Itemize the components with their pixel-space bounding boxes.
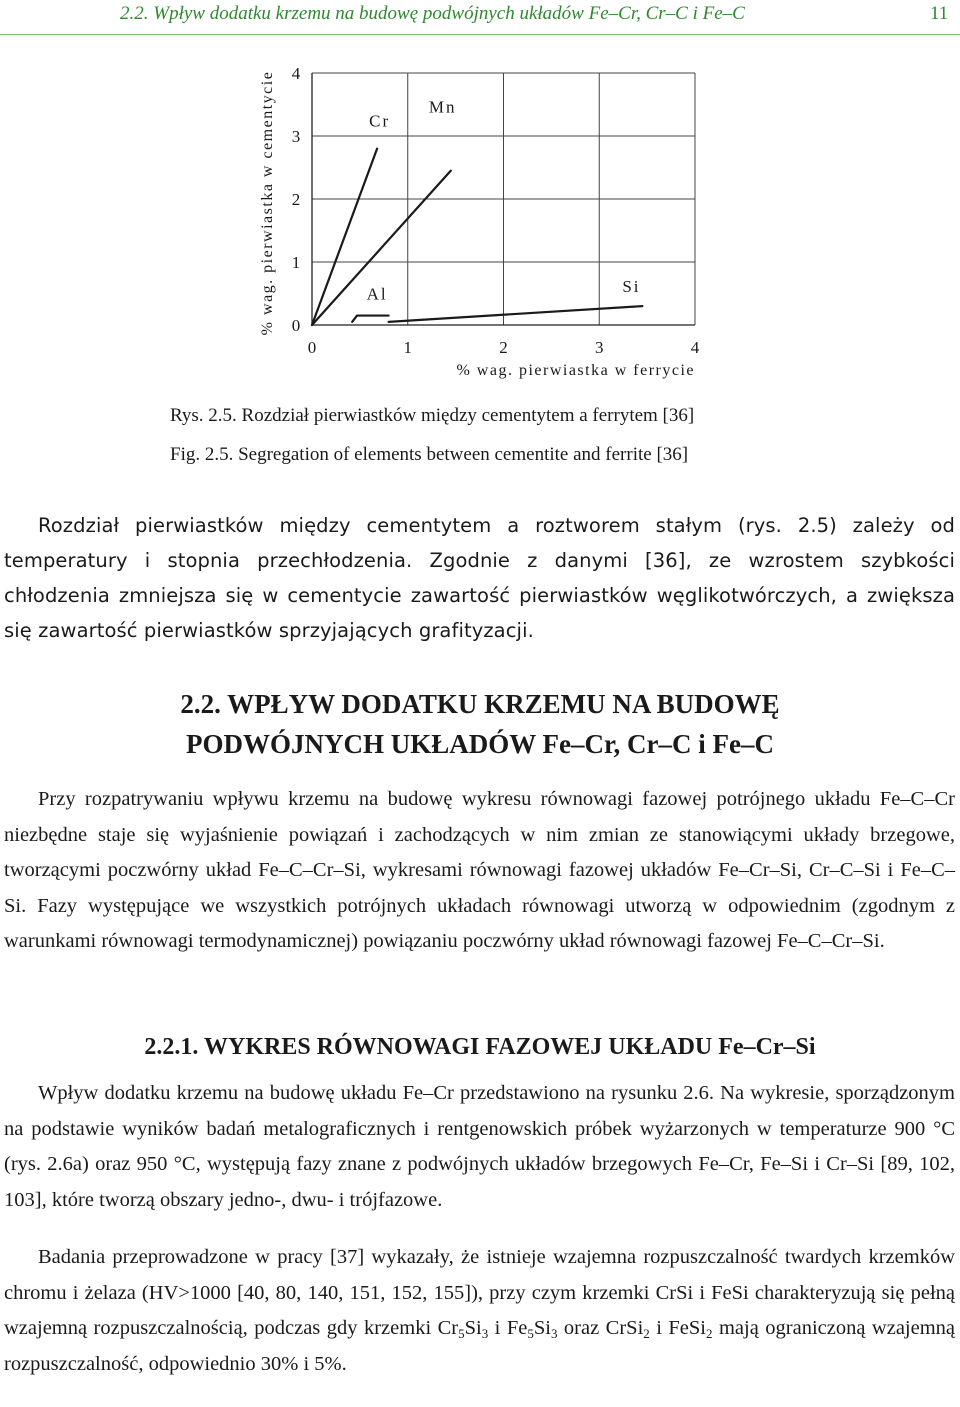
- x-tick-label: 1: [403, 338, 412, 357]
- paragraph-segregation-text: Rozdział pierwiastków między cementytem a roztworem stałym (rys. 2.5) zależy od temperatury i stopnia przechłodzenia. Zgodnie z danymi [36], ze wzrostem szybkości chłodzenia zmniejsza się w cementycie zawartość pierwiastków węglikotwórczych, a zwiększa się zawartość pierwiastków sprzyjających grafityzacji.: [4, 514, 955, 642]
- silicides-text-4: Si: [533, 1317, 551, 1339]
- y-tick-label: 2: [291, 190, 301, 209]
- subscript: 5: [458, 1326, 465, 1341]
- x-tick-label: 4: [690, 338, 700, 357]
- silicides-text-7: mają ograniczoną wzajemną rozpuszczalność, odpowiednio 30% i 5%.: [4, 1317, 956, 1375]
- header-rule: [0, 34, 960, 35]
- x-tick-label: 0: [307, 338, 317, 357]
- subscript: 3: [481, 1326, 489, 1341]
- series-line-si: [389, 306, 643, 322]
- section-heading-2-2-line1: 2.2. WPŁYW DODATKU KRZEMU NA BUDOWĘ: [180, 689, 780, 719]
- x-axis-label: % wag. pierwiastka w ferrycie: [456, 362, 695, 379]
- paragraph-silicon-influence: [4, 782, 955, 960]
- y-tick-label: 3: [291, 127, 301, 146]
- figure-caption-pl: Rys. 2.5. Rozdział pierwiastków między cementytem a ferrytem [36]: [170, 405, 695, 426]
- x-tick-label: 3: [595, 338, 604, 357]
- y-tick-label: 4: [291, 64, 301, 83]
- subscript: 3: [550, 1326, 558, 1341]
- section-heading-2-2-line2: PODWÓJNYCH UKŁADÓW Fe–Cr, Cr–C i Fe–C: [186, 729, 774, 759]
- silicides-text-5: oraz CrSi: [557, 1317, 644, 1339]
- paragraph-fe-cr-si-diagram-text: Wpływ dodatku krzemu na budowę układu Fe–Cr przedstawiono na rysunku 2.6. Na wykresie, sporządzonym na podstawie wyników badań metalograficznych i rentgenowskich próbek wyżarzonych w temperaturze 900 °C (rys. 2.6a) oraz 950 °C, występują fazy znane z podwójnych układów brzegowych Fe–Cr, Fe–Si i Cr–Si [89, 102, 103], które tworzą obszary jedno-, dwu- i trójfazowe.: [4, 1082, 955, 1211]
- running-title: 2.2. Wpływ dodatku krzemu na budowę podwójnych układów Fe–Cr, Cr–C i Fe–C: [120, 3, 745, 24]
- running-header: [0, 0, 960, 36]
- y-tick-label: 1: [291, 253, 301, 272]
- subscript: 5: [527, 1326, 534, 1341]
- series-line-al: [352, 316, 388, 322]
- y-tick-label: 0: [291, 316, 301, 335]
- segregation-chart: [250, 55, 710, 385]
- page-number: 11: [930, 3, 949, 24]
- section-heading-2-2: [0, 684, 960, 764]
- paragraph-silicon-influence-text: Przy rozpatrywaniu wpływu krzemu na budowę wykresu równowagi fazowej potrójnego układu Fe–C–Cr niezbędne staje się wyjaśnienie powiązań i zachodzących w nim zmian ze stanowiącymi układy brzegowe, tworzącymi poczwórny układ Fe–C–Cr–Si, wykresami równowagi fazowej układów Fe–Cr–Si, Cr–C–Si i Fe–C–Si. Fazy występujące we wszystkich potrójnych układach równowagi utworzą w odpowiednim (zgodnym z warunkami równowagi termodynamicznej) powiązaniu poczwórny układ równowagi fazowej Fe–C–Cr–Si.: [4, 788, 955, 952]
- section-heading-2-2-1: 2.2.1. WYKRES RÓWNOWAGI FAZOWEJ UKŁADU Fe–Cr–Si: [144, 1034, 816, 1060]
- subscript: 2: [706, 1326, 713, 1341]
- series-label-al: Al: [366, 284, 388, 304]
- silicides-text-6: i FeSi: [649, 1317, 707, 1339]
- y-axis-label: % wag. pierwiastka w cementycie: [259, 70, 276, 336]
- silicides-text-3: i Fe: [488, 1317, 528, 1339]
- figure-2-5: [250, 55, 710, 385]
- silicides-text-1: Badania przeprowadzone w pracy [37] wykazały, że istnieje wzajemna rozpuszczalność twardych krzemków chromu i żelaza (HV>1000 [40, 80, 140, 151, 152, 155]), przy czym krzemki CrSi i FeSi charakteryzują się pełną wzajemną rozpuszczalnością, podczas gdy krzemki Cr: [4, 1246, 955, 1339]
- figure-caption-en: Fig. 2.5. Segregation of elements between cementite and ferrite [36]: [170, 444, 689, 465]
- x-tick-label: 2: [499, 338, 508, 357]
- series-label-mn: Mn: [428, 97, 457, 117]
- paragraph-silicides-text: [4, 1246, 955, 1375]
- subscript: 2: [643, 1326, 650, 1341]
- paragraph-segregation: [4, 508, 955, 648]
- paragraph-fe-cr-si-diagram: [4, 1076, 955, 1218]
- silicides-text-2: Si: [464, 1317, 482, 1339]
- series-label-si: Si: [622, 277, 641, 297]
- series-label-cr: Cr: [369, 111, 391, 131]
- paragraph-silicides: [4, 1240, 955, 1382]
